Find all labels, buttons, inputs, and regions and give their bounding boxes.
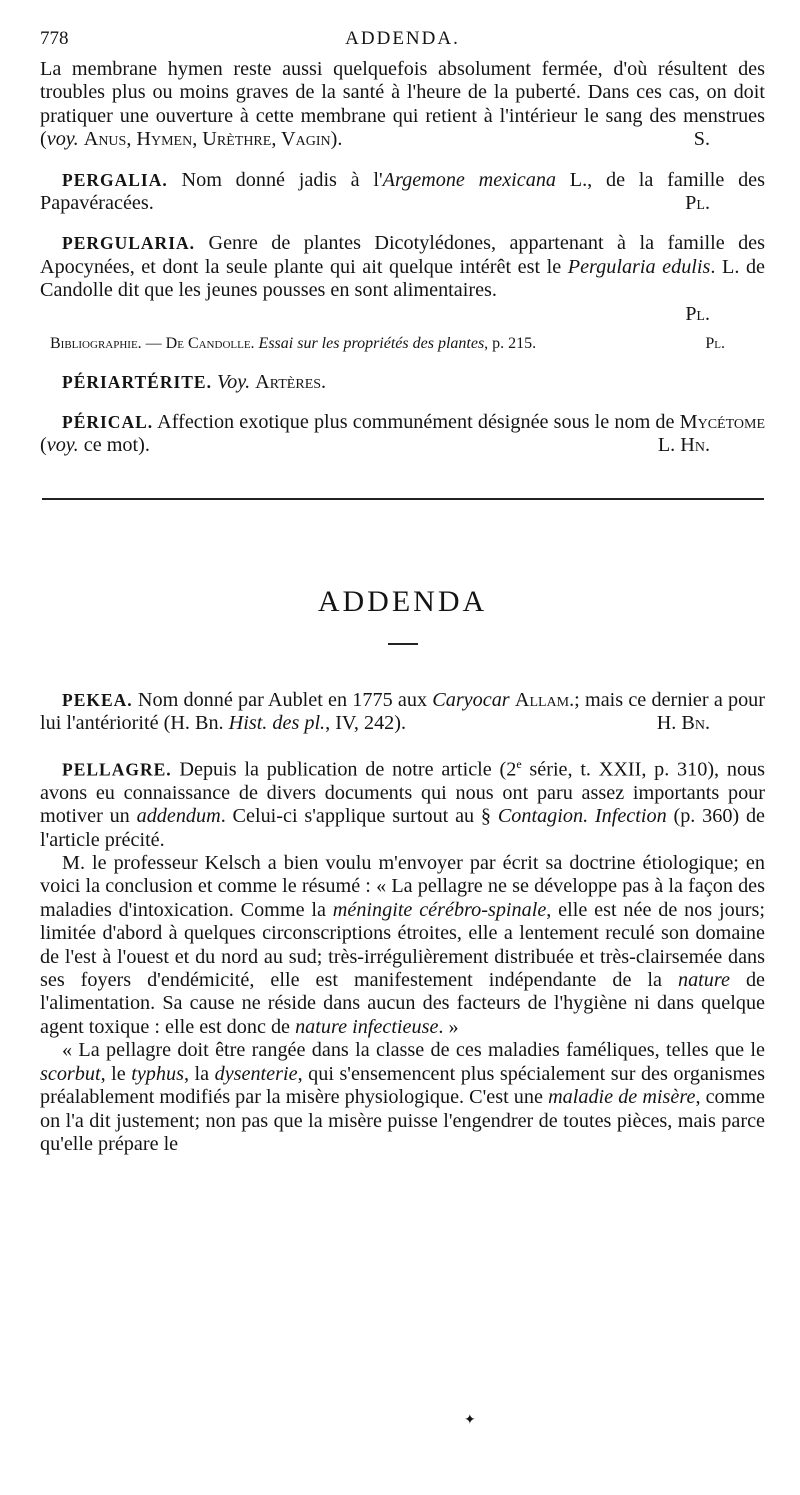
author-signature: L. Hn. [657,434,710,457]
entry-term: PERGULARIA. [62,233,196,254]
author-signature: H. Bn. [656,712,710,735]
entry-term: PERGALIA. [62,169,168,190]
entry-term: PÉRICAL. [62,412,154,433]
cross-reference: Artères. [255,370,327,393]
entry-pekea: PEKEA. Nom donné par Aublet en 1775 aux Caryocar Allam.; mais ce dernier a pour lui l'antériorité (H. Bn. Hist. des pl., IV, 242). H. Bn. [40,688,766,735]
entry-pellagre: PELLAGRE. Depuis la publication de notre article (2e série, t. XXII, p. 310), nous avons eu connaissance de divers documents qui nous ont paru assez importants pour motiver un addendum. Celui-ci s'applique surtout au § Contagion. Infection (p. 360) de l'article précité. [40,756,766,851]
entry-term: PÉRIARTÉRITE. [62,371,212,392]
author-signature: Pl. [685,192,710,215]
author-signature: Pl. [685,302,710,325]
intro-paragraph: La membrane hymen reste aussi quelquefois absolument fermée, d'où résultent des troubles plus ou moins graves de la santé à l'heure de la puberté. Dans ces cas, on doit pratiquer une ouverture à cette membrane qui retient à l'intérieur le sang des menstrues (voy. Anus, Hymen, Urèthre, Vagin). S. [40,58,765,151]
author-signature: S. [693,128,710,151]
page-number: 778 [40,28,69,49]
running-title: ADDENDA. [345,28,460,49]
section-title: ADDENDA [317,584,488,618]
pellagre-paragraph-2: M. le professeur Kelsch a bien voulu m'envoyer par écrit sa doctrine étiologique; en voici la conclusion et comme le résumé : « La pellagre ne se développe pas à la façon des maladies d'intoxication. Comme la méningite cérébro-spinale, elle est née de nos jours; limitée d'abord à quelques circonscriptions étroites, elle a lentement reculé son domaine de l'est à l'ouest et du nord au sud; très-irrégulièrement distribuée et très-clairsemée dans ses foyers d'endémicité, elle est manifestement indépendante de la nature de l'alimentation. Sa cause ne réside dans aucun des facteurs de l'hygiène ni dans quelque agent toxique : elle est donc de nature infectieuse. » [40,852,765,1038]
entry-term: PELLAGRE. [62,759,172,780]
running-header [40,24,765,50]
cross-references: Anus, Hymen, Urèthre, Vagin [83,128,331,151]
title-rule [388,643,418,645]
entry-periarterite: PÉRIARTÉRITE. Voy. Artères. [62,370,327,393]
entry-term: PEKEA. [62,689,133,710]
entry-pergularia: PERGULARIA. Genre de plantes Dicotylédones, appartenant à la famille des Apocynées, et dont la seule plante qui ait quelque intérêt est le Pergularia edulis. L. de Candolle dit que les jeunes pousses en sont alimentaires. [40,232,766,302]
entry-perical: PÉRICAL. Affection exotique plus communément désignée sous le nom de Mycétome (voy. ce mot). L. Hn. [40,411,765,457]
section-divider [42,498,764,500]
printer-mark-icon: ✦ [464,1413,476,1428]
bibliography: Bibliographie. — De Candolle. Essai sur les propriétés des plantes, p. 215. Pl. [50,334,725,352]
entry-pergalia: PERGALIA. Nom donné jadis à l'Argemone mexicana L., de la famille des Papavéracées. Pl. [40,168,766,215]
pellagre-paragraph-3: « La pellagre doit être rangée dans la classe de ces maladies faméliques, telles que le scorbut, le typhus, la dysenterie, qui s'ensemencent plus spécialement sur des organismes préalablement modifiés par la misère physiologique. C'est une maladie de misère, comme on l'a dit justement; non pas que la misère puisse l'engendrer de toutes pièces, mais parce qu'elle prépare le [40,1039,766,1155]
page [40,24,765,1156]
